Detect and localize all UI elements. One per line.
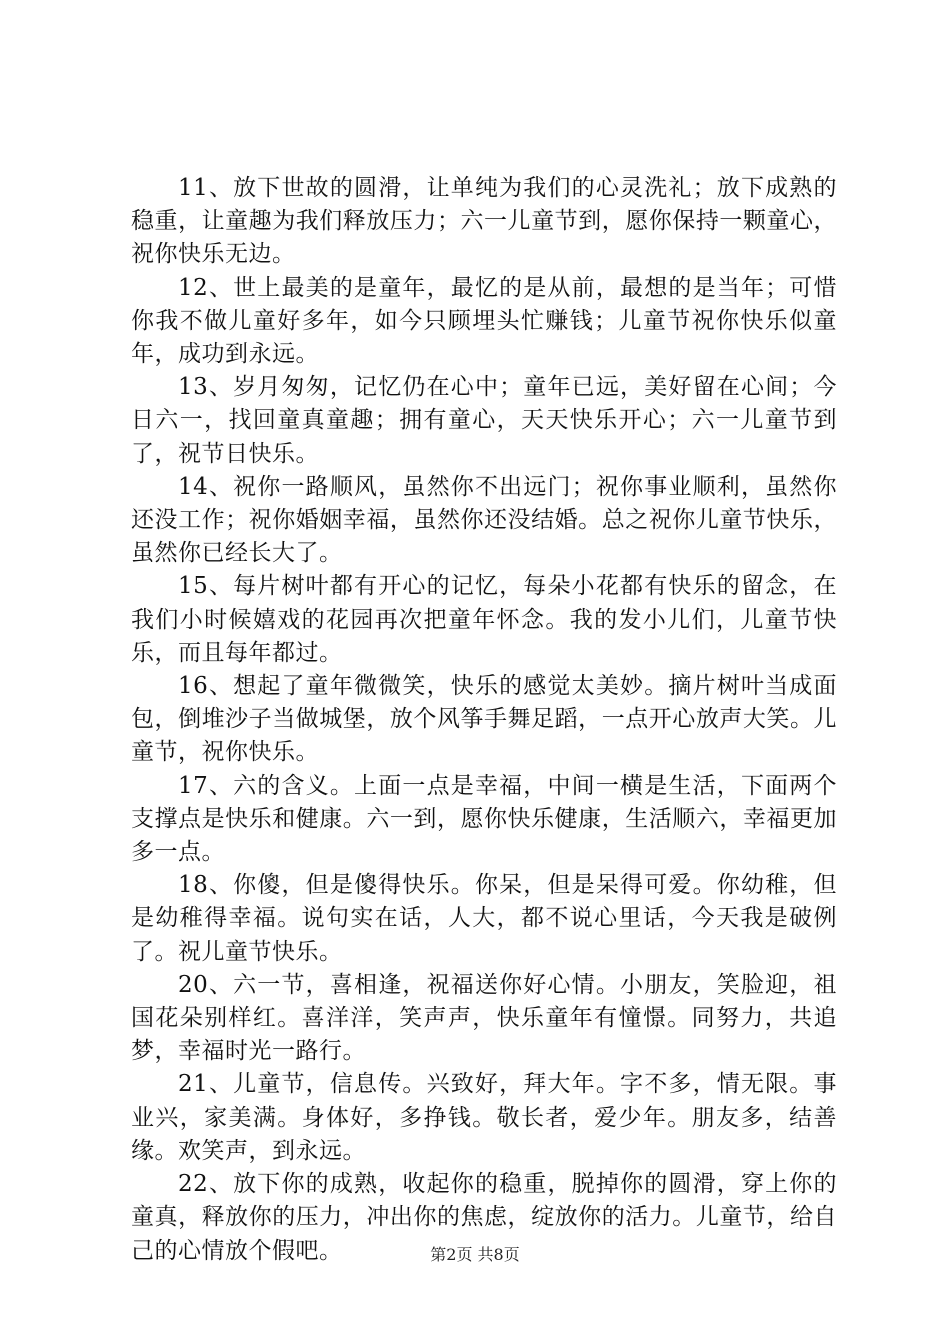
paragraph-15: 15、每片树叶都有开心的记忆，每朵小花都有快乐的留念，在我们小时候嬉戏的花园再次把童年怀念。我的发小儿们，儿童节快乐，而且每年都过。	[131, 573, 837, 666]
paragraph-11: 11、放下世故的圆滑，让单纯为我们的心灵洗礼；放下成熟的稳重，让童趣为我们释放压力；六一儿童节到，愿你保持一颗童心，祝你快乐无边。	[131, 175, 837, 268]
paragraph-20: 20、六一节，喜相逢，祝福送你好心情。小朋友，笑脸迎，祖国花朵别样红。喜洋洋，笑声声，快乐童年有憧憬。同努力，共追梦，幸福时光一路行。	[131, 971, 837, 1065]
paragraph-18: 18、你傻，但是傻得快乐。你呆，但是呆得可爱。你幼稚，但是幼稚得幸福。说句实在话，人大，都不说心里话，今天我是破例了。祝儿童节快乐。	[131, 872, 837, 965]
paragraph-22: 22、放下你的成熟，收起你的稳重，脱掉你的圆滑，穿上你的童真，释放你的压力，冲出你的焦虑，绽放你的活力。儿童节，给自己的心情放个假吧。	[131, 1171, 837, 1264]
paragraph-14: 14、祝你一路顺风，虽然你不出远门；祝你事业顺利，虽然你还没工作；祝你婚姻幸福，虽然你还没结婚。总之祝你儿童节快乐，虽然你已经长大了。	[131, 473, 837, 567]
paragraph-17: 17、六的含义。上面一点是幸福，中间一横是生活，下面两个支撑点是快乐和健康。六一到，愿你快乐健康，生活顺六，幸福更加多一点。	[131, 772, 837, 866]
paragraph-21: 21、儿童节，信息传。兴致好，拜大年。字不多，情无限。事业兴，家美满。身体好，多挣钱。敬长者，爱少年。朋友多，结善缘。欢笑声，到永远。	[131, 1071, 837, 1164]
paragraph-16: 16、想起了童年微微笑，快乐的感觉太美妙。摘片树叶当成面包，倒堆沙子当做城堡，放个风筝手舞足蹈，一点开心放声大笑。儿童节，祝你快乐。	[131, 673, 837, 766]
page-number-footer: 第2页 共8页	[430, 1245, 520, 1264]
document-body	[131, 172, 837, 1268]
paragraph-13: 13、岁月匆匆，记忆仍在心中；童年已远，美好留在心间；今日六一，找回童真童趣；拥有童心，天天快乐开心；六一儿童节到了，祝节日快乐。	[131, 374, 837, 467]
paragraph-12: 12、世上最美的是童年，最忆的是从前，最想的是当年；可惜你我不做儿童好多年，如今只顾埋头忙赚钱；儿童节祝你快乐似童年，成功到永远。	[131, 274, 837, 368]
